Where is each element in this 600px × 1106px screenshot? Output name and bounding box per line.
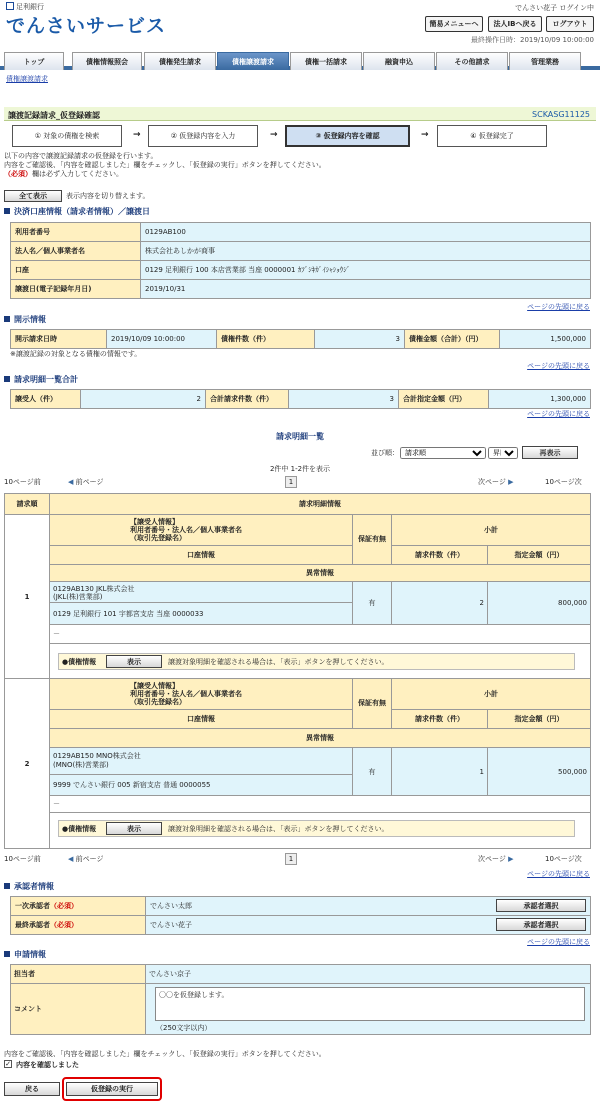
- guarantee-value: 有: [352, 747, 392, 796]
- step-arrow: →: [270, 130, 278, 140]
- prev-page-label: 前ページ: [75, 855, 104, 863]
- first-approver-label-text: 一次承認者: [15, 902, 50, 910]
- chevron-left-icon: ◀: [68, 478, 74, 486]
- tab-bond-inquiry[interactable]: 債権情報照会: [72, 52, 142, 70]
- assignee-name: 0129AB130 JKL株式会社: [53, 585, 135, 593]
- bond-show-button[interactable]: 表示: [106, 655, 162, 668]
- required-mark: （必須）: [50, 902, 78, 910]
- account-info: 0129 足利銀行 101 宇都宮支店 当座 0000033: [49, 602, 353, 625]
- disclosure-date-value: 2019/10/09 10:00:00: [107, 330, 217, 349]
- settlement-table: [10, 222, 591, 299]
- subnav-link[interactable]: 債権譲渡請求: [6, 75, 48, 83]
- application-section-title: 申請情報: [4, 949, 46, 960]
- request-count-value: 1: [391, 747, 488, 796]
- bond-count-label: 債権件数（件）: [217, 330, 315, 349]
- step-search: ① 対象の債権を検索: [12, 125, 122, 147]
- bank-logo: 足利銀行: [6, 2, 44, 12]
- simple-menu-button[interactable]: 簡易メニューへ: [425, 16, 483, 32]
- summary-table: [10, 389, 591, 409]
- prev-page-link[interactable]: [68, 855, 104, 864]
- result-count: 2件中 1-2件を表示: [269, 465, 331, 473]
- account-value: 0129 足利銀行 100 本店営業部 当座 0000001 ｶﾌﾞｼｷｶﾞｲｼｬｼｮｳｼﾞ: [141, 261, 591, 280]
- service-logo: でんさいサービス: [6, 15, 167, 37]
- step-confirm: ③ 仮登録内容を確認: [285, 125, 410, 147]
- comment-label: コメント: [10, 983, 146, 1035]
- account-header: 口座情報: [49, 545, 353, 565]
- next-page-label: 次ページ: [478, 478, 506, 486]
- required-note: [4, 170, 123, 179]
- user-number-label: 利用者番号: [11, 223, 141, 242]
- abnormal-header: 異常情報: [49, 564, 591, 582]
- tab-bond-issue[interactable]: 債権発生請求: [144, 52, 216, 70]
- page-top-link[interactable]: ページの先頭に戻る: [527, 303, 590, 311]
- required-text: 欄は必ず入力してください。: [32, 170, 123, 178]
- toggle-text: 表示内容を切り替えます。: [66, 192, 150, 200]
- tab-bulk-request[interactable]: 債権一括請求: [290, 52, 362, 70]
- person-value: でんさい京子: [145, 964, 591, 984]
- next-10-pages[interactable]: 10ページ次: [545, 855, 582, 863]
- intro-line2: 内容をご確認後、「内容を確認しました」欄をチェックし、「仮登録の実行」ボタンを押してください。: [4, 161, 326, 169]
- chevron-right-icon: ▶: [508, 855, 514, 863]
- bond-info-note: 譲渡対象明細を確認される場合は、「表示」ボタンを押してください。: [168, 658, 389, 666]
- assignee-count-value: 2: [81, 390, 206, 409]
- assignee-name: 0129AB150 MNO株式会社: [53, 752, 141, 760]
- bond-amount-value: 1,500,000: [500, 330, 591, 349]
- sort-key-select[interactable]: [400, 447, 486, 459]
- guarantee-header: 保証有無: [352, 514, 392, 565]
- chevron-left-icon: ◀: [68, 855, 74, 863]
- row-seq: 1: [4, 514, 50, 679]
- next-page-link[interactable]: [478, 478, 514, 487]
- tab-bond-transfer[interactable]: 債権譲渡請求: [217, 52, 289, 70]
- disclosure-section-title: 開示情報: [4, 314, 46, 325]
- footer-note: 内容をご確認後、「内容を確認しました」欄をチェックし、「仮登録の実行」ボタンを押してください。: [4, 1050, 326, 1058]
- total-request-count-label: 合計請求件数（件）: [206, 390, 289, 409]
- back-button[interactable]: 戻る: [4, 1082, 60, 1096]
- prev-page-link[interactable]: [68, 478, 104, 487]
- next-page-link[interactable]: [478, 855, 514, 864]
- prev-10-pages[interactable]: 10ページ前: [4, 478, 41, 486]
- final-approver-label: [11, 916, 146, 935]
- subtotal-header: 小計: [391, 678, 591, 710]
- final-approver-select-button[interactable]: 承認者選択: [496, 918, 586, 931]
- account-header: 口座情報: [49, 709, 353, 729]
- tab-top[interactable]: トップ: [4, 52, 64, 70]
- page-top-link[interactable]: ページの先頭に戻る: [527, 870, 590, 878]
- chevron-right-icon: ▶: [508, 478, 514, 486]
- request-count-value: 2: [391, 581, 488, 625]
- col-seq-header: 請求順: [4, 493, 50, 515]
- assignee-info: [49, 581, 353, 603]
- abnormal-header: 異常情報: [49, 728, 591, 748]
- redisplay-button[interactable]: 再表示: [522, 446, 578, 459]
- tab-other-requests[interactable]: その他請求: [436, 52, 508, 70]
- next-10-pages[interactable]: 10ページ次: [545, 478, 582, 486]
- step-input: ② 仮登録内容を入力: [148, 125, 258, 147]
- assignee-dept: (MNO(株)営業部): [53, 761, 109, 769]
- total-amount-label: 合計指定金額（円）: [399, 390, 489, 409]
- page-top-link[interactable]: ページの先頭に戻る: [527, 362, 590, 370]
- bond-show-button[interactable]: 表示: [106, 822, 162, 835]
- page-top-link[interactable]: ページの先頭に戻る: [527, 410, 590, 418]
- prev-10-pages[interactable]: 10ページ前: [4, 855, 41, 863]
- final-approver-value: でんさい花子: [146, 916, 591, 935]
- confirm-label: 内容を確認しました: [16, 1061, 79, 1069]
- amount-header: 指定金額（円）: [487, 545, 591, 565]
- execute-register-button[interactable]: 仮登録の実行: [66, 1082, 158, 1096]
- page-number[interactable]: 1: [285, 476, 297, 488]
- assignee-header: 【譲受人情報】 利用者番号・法人名／個人事業者名 （取引先登録名）: [49, 514, 353, 546]
- assignee-header: 【譲受人情報】 利用者番号・法人名／個人事業者名 （取引先登録名）: [49, 678, 353, 710]
- user-number-value: 0129AB100: [141, 223, 591, 242]
- request-count-header: 請求件数（件）: [391, 545, 488, 565]
- step-arrow: →: [133, 130, 141, 140]
- settlement-section-title: 決済口座情報（請求者情報）／譲渡日: [4, 206, 150, 217]
- first-approver-select-button[interactable]: 承認者選択: [496, 899, 586, 912]
- page-title-bar: [4, 107, 596, 121]
- amount-header: 指定金額（円）: [487, 709, 591, 729]
- account-info: 9999 でんさい銀行 005 新宿支店 普通 0000055: [49, 774, 353, 796]
- step-arrow: →: [421, 130, 429, 140]
- approver-section-title: 承認者情報: [4, 881, 54, 892]
- total-request-count-value: 3: [289, 390, 399, 409]
- next-page-label: 次ページ: [478, 855, 506, 863]
- assignee-count-label: 譲受人（件）: [11, 390, 81, 409]
- person-label: 担当者: [10, 964, 146, 984]
- tab-management[interactable]: 管理業務: [509, 52, 581, 70]
- sort-label: 並び順：: [371, 449, 399, 457]
- logout-button[interactable]: ログアウト: [546, 16, 594, 32]
- corp-name-label: 法人名／個人事業者名: [11, 242, 141, 261]
- col-detail-header: 請求明細情報: [49, 493, 591, 515]
- bond-info-label: ●債権情報: [62, 658, 97, 666]
- comment-textarea[interactable]: 〇〇を仮登録します。: [155, 987, 585, 1021]
- bond-count-value: 3: [315, 330, 405, 349]
- summary-section-title: 請求明細一覧合計: [4, 374, 78, 385]
- disclosure-table: [10, 329, 591, 349]
- corp-name-value: 株式会社あしかが商事: [141, 242, 591, 261]
- first-approver-value: でんさい太郎: [146, 897, 591, 916]
- required-mark: （必須）: [50, 921, 78, 929]
- last-operation: 最終操作日時：2019/10/09 10:00:00: [470, 36, 594, 44]
- required-mark: （必須）: [4, 170, 32, 178]
- amount-value: 500,000: [487, 747, 591, 796]
- assignee-dept: (JKL(株)営業部): [53, 593, 103, 601]
- row-seq: 2: [4, 678, 50, 849]
- abnormal-value: －: [49, 624, 591, 644]
- show-all-button[interactable]: 全て表示: [4, 190, 62, 202]
- transfer-date-label: 譲渡日(電子記録年月日): [11, 280, 141, 299]
- total-amount-value: 1,300,000: [489, 390, 591, 409]
- subtotal-header: 小計: [391, 514, 591, 546]
- page-number[interactable]: 1: [285, 853, 297, 865]
- intro-line1: 以下の内容で譲渡記録請求の仮登録を行います。: [4, 152, 158, 160]
- transfer-date-value: 2019/10/31: [141, 280, 591, 299]
- disclosure-note: ※譲渡記録の対象となる債権の情報です。: [10, 350, 142, 358]
- detail-list-title: 請求明細一覧: [276, 432, 324, 441]
- request-count-header: 請求件数（件）: [391, 709, 488, 729]
- final-approver-label-text: 最終承認者: [15, 921, 50, 929]
- assignee-info: [49, 747, 353, 775]
- guarantee-header: 保証有無: [352, 678, 392, 729]
- account-label: 口座: [11, 261, 141, 280]
- amount-value: 800,000: [487, 581, 591, 625]
- prev-page-label: 前ページ: [75, 478, 104, 486]
- comment-limit: （250文字以内）: [156, 1024, 212, 1032]
- screen-code: SCKASG11125: [532, 110, 590, 119]
- sort-order-select[interactable]: [488, 447, 518, 459]
- guarantee-value: 有: [352, 581, 392, 625]
- bond-info-label: ●債権情報: [62, 825, 97, 833]
- abnormal-value: －: [49, 795, 591, 813]
- bond-info-note: 譲渡対象明細を確認される場合は、「表示」ボタンを押してください。: [168, 825, 389, 833]
- page-title: 譲渡記録請求_仮登録確認: [8, 111, 100, 120]
- bond-amount-label: 債権金額（合計）（円）: [405, 330, 500, 349]
- first-approver-label: [11, 897, 146, 916]
- confirm-checkbox[interactable]: ✓: [5, 1060, 11, 1068]
- login-user: でんさい花子 ログイン中: [515, 4, 594, 12]
- disclosure-date-label: 開示請求日時: [11, 330, 107, 349]
- corporate-ib-button[interactable]: 法人IBへ戻る: [488, 16, 542, 32]
- step-complete: ④ 仮登録完了: [437, 125, 547, 147]
- page-top-link[interactable]: ページの先頭に戻る: [527, 938, 590, 946]
- tab-financing[interactable]: 融資申込: [363, 52, 435, 70]
